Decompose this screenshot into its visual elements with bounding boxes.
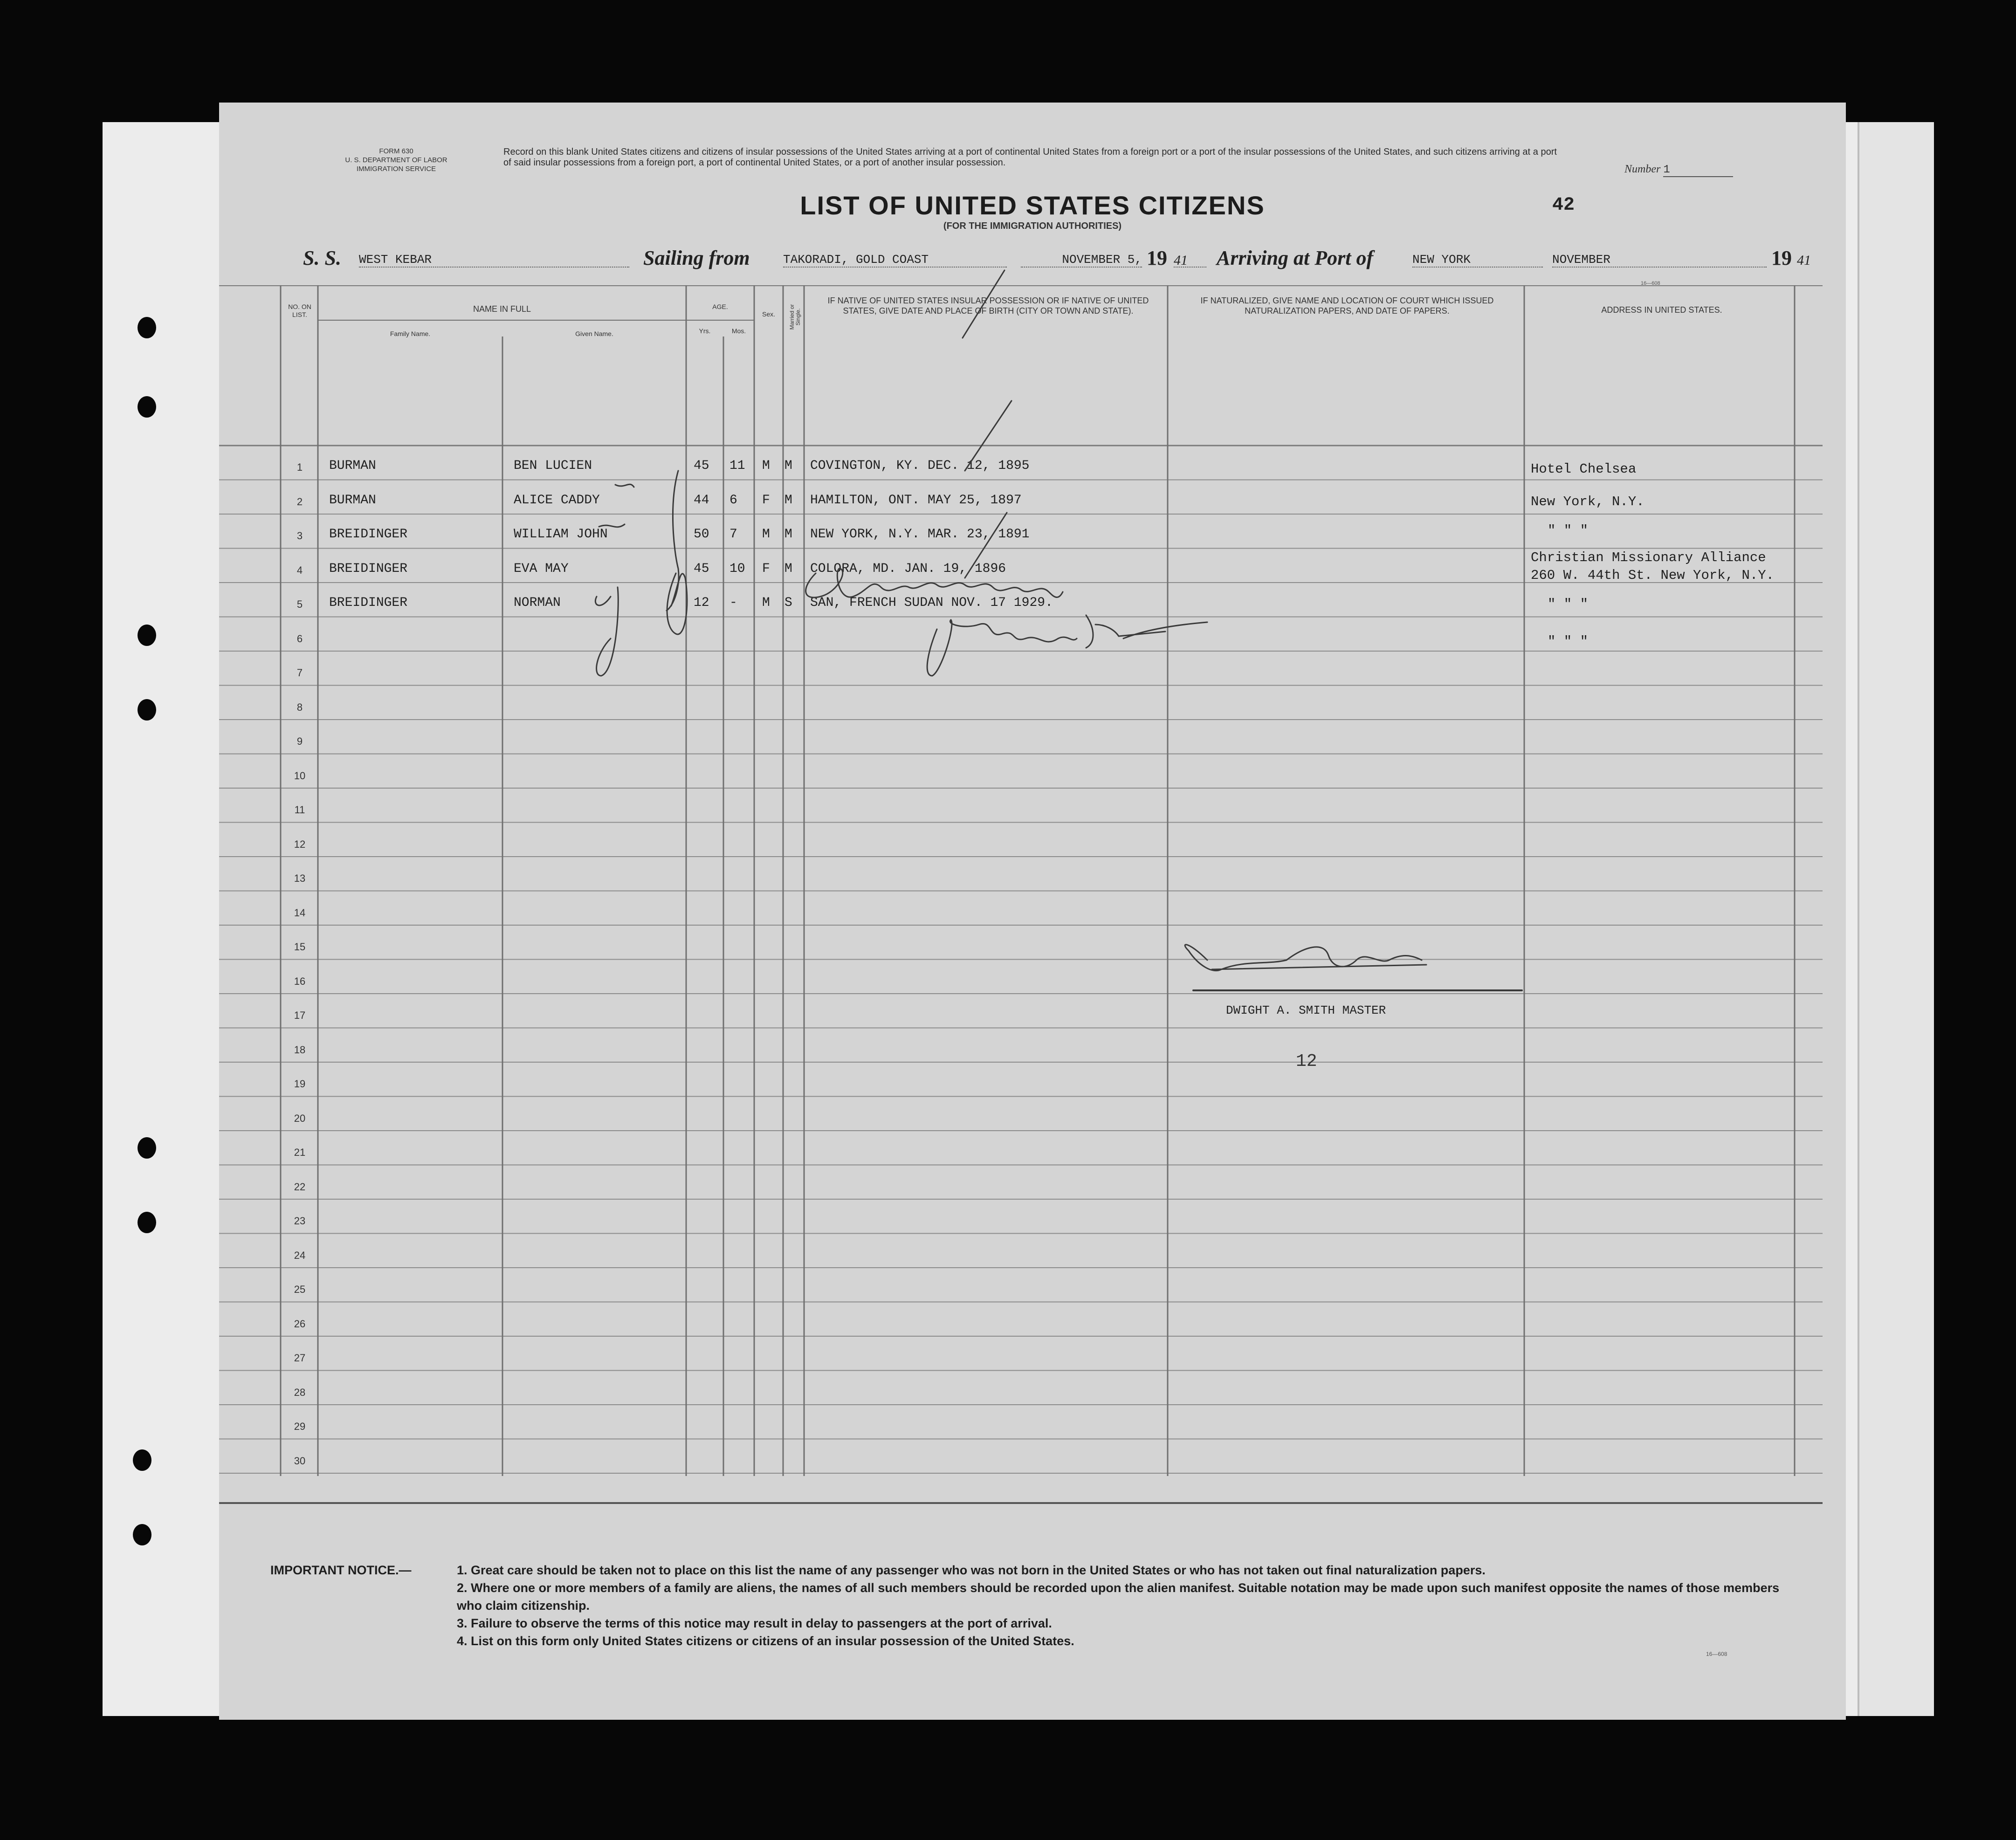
age-years-cell: 12: [694, 596, 709, 610]
ss-label: S. S.: [303, 247, 341, 269]
stamp-number: 12: [1296, 1051, 1317, 1071]
row-number: 6: [296, 632, 303, 645]
birth-place-date-cell: COVINGTON, KY. DEC. 12, 1895: [810, 459, 1030, 473]
marital-status-cell: M: [784, 527, 792, 542]
sailing-year-suffix: 41: [1174, 253, 1206, 268]
row-number: 1: [296, 461, 303, 473]
binder-hole: [138, 1212, 156, 1233]
col-header-name: NAME IN FULL: [473, 304, 531, 314]
marital-status-cell: M: [784, 459, 792, 473]
row-number: 18: [294, 1044, 306, 1056]
address-line: Hotel Chelsea: [1531, 461, 1637, 477]
row-number: 5: [296, 598, 303, 610]
row-number: 13: [294, 872, 306, 884]
col-header-naturalized: IF NATURALIZED, GIVE NAME AND LOCATION OF COURT WHICH ISSUED NATURALIZATION PAPERS, AND DATE OF PAPERS.: [1200, 296, 1494, 316]
row-number: 14: [294, 906, 306, 919]
age-months-cell: -: [729, 596, 737, 610]
col-header-sex: Sex.: [762, 310, 775, 318]
sailing-port: TAKORADI, GOLD COAST: [783, 253, 1007, 268]
birth-place-date-cell: SAN, FRENCH SUDAN NOV. 17 1929.: [810, 596, 1053, 610]
sex-cell: F: [762, 493, 770, 508]
col-header-given: Given Name.: [575, 330, 613, 337]
age-months-cell: 7: [729, 527, 737, 542]
col-header-no: NO. ON LIST.: [288, 303, 311, 318]
given-name-cell: BEN LUCIEN: [514, 459, 592, 473]
family-name-cell: BURMAN: [329, 459, 376, 473]
row-number: 20: [294, 1112, 306, 1124]
address-line: New York, N.Y.: [1531, 494, 1644, 509]
page-title: LIST OF UNITED STATES CITIZENS: [800, 191, 1265, 220]
form-number: FORM 630: [379, 147, 413, 155]
address-ditto: " " ": [1548, 597, 1589, 612]
row-number: 26: [294, 1318, 306, 1330]
form-code: 16—608: [1706, 1651, 1727, 1657]
sailing-date: NOVEMBER 5,: [1021, 253, 1142, 268]
address-ditto: " " ": [1548, 523, 1589, 538]
row-number: 21: [294, 1147, 306, 1158]
sex-cell: M: [762, 527, 770, 542]
signature-inspector: [927, 615, 1207, 676]
col-header-family: Family Name.: [390, 330, 431, 337]
row-number: 29: [294, 1421, 306, 1432]
binder-hole: [138, 317, 156, 338]
arrival-port: NEW YORK: [1412, 253, 1543, 268]
marital-status-cell: S: [784, 596, 792, 610]
birth-place-date-cell: COLORA, MD. JAN. 19, 1896: [810, 561, 1006, 576]
signature-montgomery: [806, 569, 1063, 597]
check-mark: [965, 513, 1007, 578]
family-name-cell: BREIDINGER: [329, 561, 408, 576]
signature-master: [1185, 945, 1426, 971]
marital-status-cell: M: [784, 493, 792, 508]
address-line: 260 W. 44th St. New York, N.Y.: [1531, 568, 1775, 583]
list-number-value: 1: [1663, 164, 1733, 177]
sex-cell: F: [762, 561, 770, 576]
family-name-cell: BURMAN: [329, 493, 376, 508]
col-header-birth: IF NATIVE OF UNITED STATES INSULAR POSSESSION OR IF NATIVE OF UNITED STATES, GIVE DATE AND PLACE OF BIRTH (CITY OR TOWN AND STATE).: [827, 296, 1149, 316]
sex-cell: M: [762, 596, 770, 610]
birth-place-date-cell: HAMILTON, ONT. MAY 25, 1897: [810, 493, 1022, 508]
page-number: 42: [1552, 195, 1575, 216]
notice-heading: IMPORTANT NOTICE.—: [270, 1563, 412, 1577]
marital-status-cell: M: [784, 561, 792, 576]
sailing-from-label: Sailing from: [643, 247, 750, 269]
handwritten-annotation: [667, 573, 687, 634]
binder-hole: [138, 699, 156, 721]
age-months-cell: 10: [729, 561, 745, 576]
row-number: 3: [296, 530, 303, 542]
binder-hole: [138, 625, 156, 646]
form-code-top: 16—608: [1641, 281, 1660, 286]
ship-name: WEST KEBAR: [359, 253, 629, 268]
check-mark: [963, 270, 1005, 338]
age-years-cell: 50: [694, 527, 709, 542]
row-number: 9: [296, 735, 303, 747]
row-number: 16: [294, 975, 306, 987]
age-years-cell: 45: [694, 459, 709, 473]
row-number: 2: [296, 495, 303, 508]
row-number: 10: [294, 769, 306, 782]
row-number: 12: [294, 838, 306, 850]
col-header-address: ADDRESS IN UNITED STATES.: [1601, 305, 1722, 315]
row-number: 11: [294, 804, 305, 816]
row-number: 30: [294, 1455, 306, 1467]
notice-item: 4. List on this form only United States citizens or citizens of an insular possession of the United States.: [457, 1634, 1074, 1648]
sailing-year-prefix: 19: [1147, 247, 1167, 269]
arrival-date: NOVEMBER: [1552, 253, 1767, 268]
address-line: Christian Missionary Alliance: [1531, 550, 1766, 565]
row-number: 28: [294, 1386, 306, 1398]
manifest-sheet: [219, 103, 1846, 1720]
notice-item: 3. Failure to observe the terms of this notice may result in delay to passengers at the port of arrival.: [457, 1616, 1052, 1630]
age-years-cell: 45: [694, 561, 709, 576]
row-number: 27: [294, 1352, 306, 1364]
binder-hole: [133, 1524, 151, 1545]
arrival-year-prefix: 19: [1771, 247, 1792, 269]
col-header-yrs: Yrs.: [699, 327, 711, 335]
row-number: 15: [294, 941, 306, 953]
birth-place-date-cell: NEW YORK, N.Y. MAR. 23, 1891: [810, 527, 1030, 542]
notice-item: 2. Where one or more members of a family are aliens, the names of all such members should be recorded upon the alien manifest. Suitable notation may be made upon such manifest opposite the names of those members who claim citizenship.: [457, 1581, 1780, 1613]
binder-hole: [133, 1449, 151, 1471]
row-number: 22: [294, 1181, 306, 1193]
handwritten-annotation: [595, 587, 618, 676]
col-header-marital: Married or Single.: [789, 304, 801, 330]
list-number-label: Number: [1624, 163, 1661, 175]
check-mark: [965, 401, 1011, 471]
address-ditto: " " ": [1548, 634, 1589, 649]
handwritten-marks: [219, 103, 1846, 1720]
age-years-cell: 44: [694, 493, 709, 508]
master-name: DWIGHT A. SMITH MASTER: [1226, 1003, 1386, 1017]
given-name-cell: EVA MAY: [514, 561, 569, 576]
handwritten-annotation: [599, 484, 634, 527]
given-name-cell: ALICE CADDY: [514, 493, 600, 508]
arrival-year-suffix: 41: [1797, 253, 1811, 268]
family-name-cell: BREIDINGER: [329, 596, 408, 610]
sex-cell: M: [762, 459, 770, 473]
service-name: IMMIGRATION SERVICE: [356, 165, 436, 173]
row-number: 4: [296, 564, 303, 576]
age-months-cell: 6: [729, 493, 737, 508]
row-number: 17: [294, 1009, 306, 1021]
family-name-cell: BREIDINGER: [329, 527, 408, 542]
given-name-cell: NORMAN: [514, 596, 561, 610]
row-number: 7: [296, 667, 303, 679]
department-name: U. S. DEPARTMENT OF LABOR: [345, 156, 447, 164]
form-instructions: Record on this blank United States citizens and citizens of insular possessions of the United States arriving at a port of continental United States from a foreign port or a port of the insular possessions of the United States, and such citizens arriving at a port of said insular possessions from a foreign port, a port of continental United States, or a port of another insular possession.: [503, 147, 1557, 168]
page-subtitle: (FOR THE IMMIGRATION AUTHORITIES): [943, 221, 1122, 231]
given-name-cell: WILLIAM JOHN: [514, 527, 608, 542]
row-number: 23: [294, 1215, 306, 1227]
row-number: 24: [294, 1249, 306, 1261]
col-header-age: AGE.: [712, 303, 728, 310]
underlying-page-edge: [1858, 122, 1934, 1716]
arriving-label: Arriving at Port of: [1217, 247, 1374, 269]
row-number: 8: [296, 701, 303, 713]
row-number: 25: [294, 1284, 306, 1295]
col-header-mos: Mos.: [731, 327, 746, 335]
age-months-cell: 11: [729, 459, 745, 473]
notice-item: 1. Great care should be taken not to place on this list the name of any passenger who was not born in the United States or who has not taken out final naturalization papers.: [457, 1563, 1486, 1577]
binder-hole: [138, 396, 156, 418]
binder-hole: [138, 1137, 156, 1159]
row-number: 19: [294, 1078, 306, 1090]
